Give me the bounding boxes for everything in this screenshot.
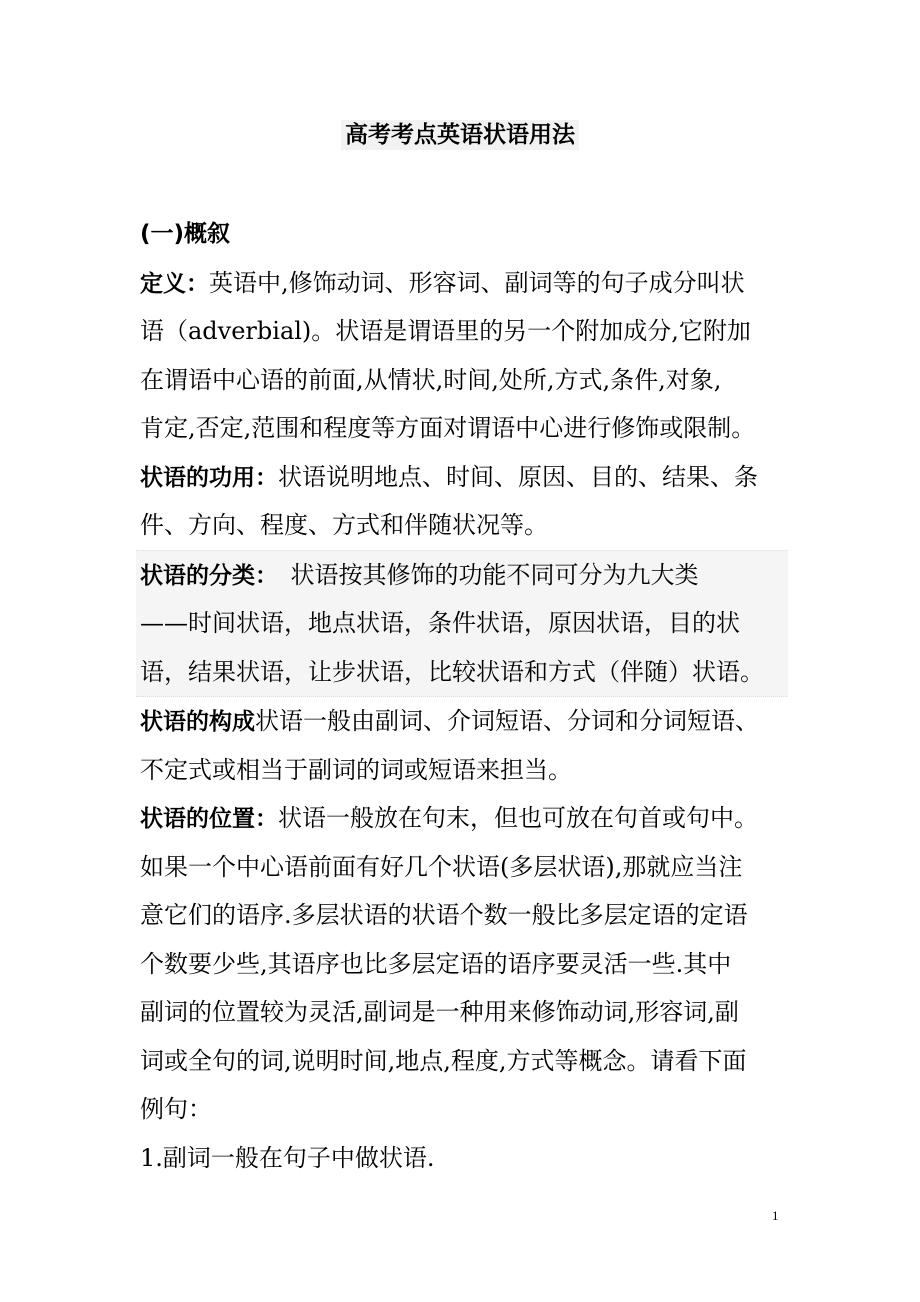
definition-text-1: 英语中,修饰动词、形容词、副词等的句子成分叫状 bbox=[209, 268, 745, 297]
position-line-4: 个数要少些,其语序也比多层定语的语序要灵活一些.其中 bbox=[140, 949, 732, 978]
position-line-2: 如果一个中心语前面有好几个状语(多层状语),那就应当注 bbox=[140, 852, 743, 881]
position-line-7: 例句： bbox=[140, 1095, 212, 1123]
position-line-3: 意它们的语序.多层状语的状语个数一般比多层定语的定语 bbox=[140, 901, 748, 929]
classification-line-3: 语，结果状语，让步状语，比较状语和方式（伴随）状语。 bbox=[140, 657, 764, 686]
classification-label: 状语的分类： bbox=[140, 562, 267, 589]
document-title-text: 高考考点英语状语用法 bbox=[341, 120, 579, 150]
composition-text-1: 状语一般由副词、介词短语、分词和分词短语、 bbox=[255, 707, 759, 735]
document-title bbox=[0, 116, 920, 154]
list-item-1: 1.副词一般在句子中做状语. bbox=[140, 1143, 435, 1172]
composition-line-2: 不定式或相当于副词的词或短语来担当。 bbox=[140, 755, 572, 784]
position-text-1: 状语一般放在句末，但也可放在句首或句中。 bbox=[278, 804, 758, 832]
position-line-6: 词或全句的词,说明时间,地点,程度,方式等概念。请看下面 bbox=[140, 1046, 747, 1075]
page-number: 1 bbox=[772, 1208, 779, 1223]
composition-line-1 bbox=[140, 697, 790, 746]
position-label: 状语的位置： bbox=[140, 806, 278, 832]
classification-line-2: ——时间状语，地点状语，条件状语，原因状语，目的状 bbox=[140, 609, 740, 637]
classification-block bbox=[136, 550, 788, 698]
position-line-1 bbox=[140, 794, 790, 843]
definition-line-4: 肯定,否定,范围和程度等方面对谓语中心进行修饰或限制。 bbox=[140, 414, 756, 442]
document-body bbox=[140, 210, 790, 1182]
definition-line-2: 语（adverbial)。状语是谓语里的另一个附加成分,它附加 bbox=[140, 317, 751, 345]
section-heading: (一)概叙 bbox=[140, 221, 231, 247]
definition-line-3: 在谓语中心语的前面,从情状,时间,处所,方式,条件,对象, bbox=[140, 365, 722, 394]
composition-label: 状语的构成 bbox=[140, 709, 255, 735]
function-label: 状语的功用： bbox=[140, 464, 278, 491]
function-line-2: 件、方向、程度、方式和伴随状况等。 bbox=[140, 511, 548, 539]
classification-line-1 bbox=[140, 551, 788, 600]
definition-label: 定义： bbox=[140, 270, 209, 297]
definition-line-1 bbox=[140, 259, 790, 308]
classification-text-1: 状语按其修饰的功能不同可分为九大类 bbox=[266, 560, 699, 589]
function-text-1: 状语说明地点、时间、原因、目的、结果、条 bbox=[278, 462, 758, 491]
function-line-1 bbox=[140, 453, 790, 502]
position-line-5: 副词的位置较为灵活,副词是一种用来修饰动词,形容词,副 bbox=[140, 998, 739, 1026]
